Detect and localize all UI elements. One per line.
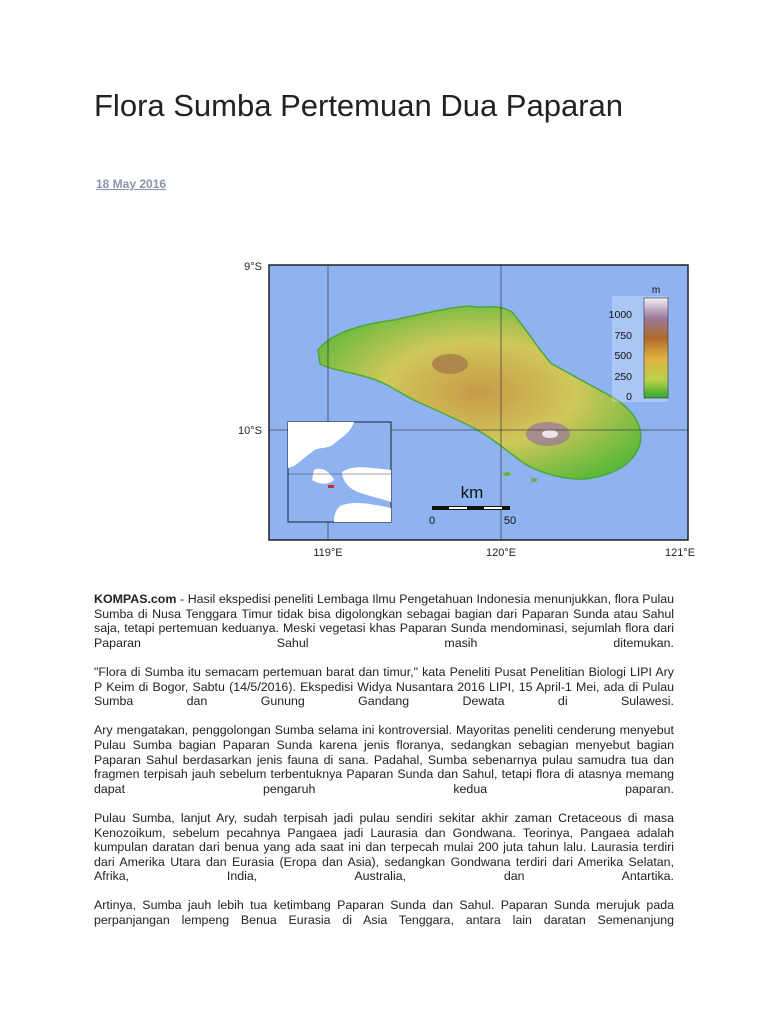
lat-label-9s: 9°S [244,261,262,273]
paragraph: Pulau Sumba, lanjut Ary, sudah terpisah jadi pulau sendiri sekitar akhir zaman Cretaceous di masa Kenozoikum, sebelum pecahnya Pangaea jadi Laurasia dan Gondwana. Teorinya, Pangaea adalah kumpulan daratan dari benua yang ada saat ini dan terpecah mulai 200 juta tahun lalu. Laurasia terdiri dari Amerika Utara dan Eurasia (Eropa dan Asia), sedangkan Gondwana terdiri dari Amerika Selatan, Afrika, India, Australia, dan Antartika. [94,810,674,884]
scale-tick: 0 [428,515,436,527]
sumba-topographic-map [222,252,702,567]
legend-tick: 250 [614,371,632,383]
highland-west [432,354,468,374]
scale-unit: km [460,483,484,502]
paragraph: "Flora di Sumba itu semacam pertemuan barat dan timur," kata Peneliti Pusat Penelitian Biologi LIPI Ary P Keim di Bogor, Sabtu (14/5/2016). Ekspedisi Widya Nusantara 2016 LIPI, 15 April-1 Mei, ada di Pulau Sumba dan Gunung Gandang Dewata di Sulawesi. [94,664,674,709]
paragraph-text: - Hasil ekspedisi peneliti Lembaga Ilmu Pengetahuan Indonesia menunjukkan, flora Pulau Sumba di Nusa Tenggara Timur tidak bisa digolongkan sebagai bagian dari Paparan Sunda atau Sahul saja, tetapi pertemuan keduanya. Meski vegetasi khas Paparan Sunda mendominasi, sejumlah flora dari Paparan Sahul masih ditemukan. [94,592,674,650]
lon-label-120e: 120°E [485,547,517,559]
paragraph: Ary mengatakan, penggolongan Sumba selama ini kontroversial. Mayoritas peneliti cenderung menyebut Pulau Sumba bagian Paparan Sunda karena jenis floranya, sedangkan sebagian menyebut bagian Paparan Sahul berdasarkan jenis fauna di sana. Padahal, Sumba sebenarnya pulau samudra tua dan fragmen terpisah jauh sebelum terbentuknya Paparan Sunda dan Sahul, tetapi flora di atasnya memang dapat pengaruh kedua paparan. [94,723,674,796]
paragraph [94,592,674,650]
scale-tick: 50 [503,515,517,527]
legend-colorbar [644,298,668,398]
lat-label-10s: 10°S [238,425,262,437]
lon-label-121e: 121°E [664,547,696,559]
legend-tick: 750 [614,330,632,342]
article-date-link[interactable]: 18 May 2016 [96,177,167,191]
lon-label-119e: 119°E [313,547,343,559]
legend-tick: 0 [626,391,632,403]
source-name: KOMPAS.com [94,592,177,606]
article-title: Flora Sumba Pertemuan Dua Paparan [94,88,624,123]
legend-tick: 500 [614,350,632,362]
islet [531,478,537,482]
paragraph: Artinya, Sumba jauh lebih tua ketimbang Paparan Sunda dan Sahul. Paparan Sunda merujuk pada perpanjangan lempeng Benua Eurasia di Asia Tenggara, antara lain daratan Semenanjung [94,898,674,928]
legend-unit: m [651,285,661,296]
article-body [94,592,674,942]
elevation-legend [609,285,668,403]
peak [542,430,558,438]
islet [503,472,511,476]
inset-locator-map [288,422,391,522]
legend-tick: 1000 [608,309,632,321]
